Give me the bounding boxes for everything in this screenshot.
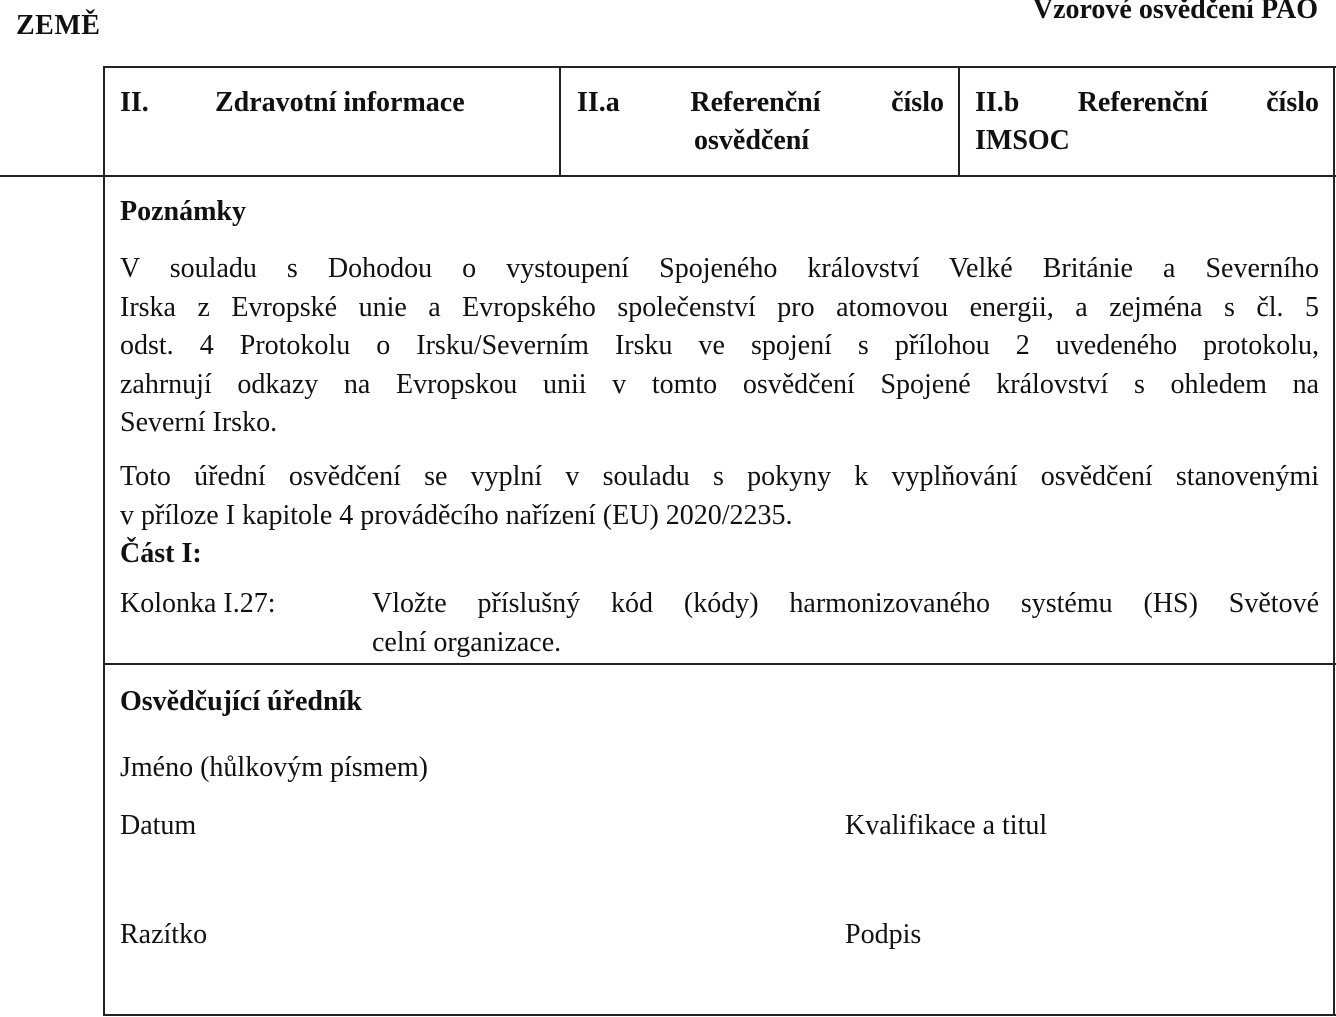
stamp-field-label: Razítko (120, 919, 208, 950)
section-number: II. (120, 87, 149, 118)
table-right-border (1333, 66, 1335, 1016)
ref-b-number: II.b (975, 87, 1020, 118)
date-field-label: Datum (120, 810, 197, 841)
paragraph-1-line: odst. 4 Protokolu o Irsku/Severním Irsku ve spojení s přílohou 2 uvedeného protokolu, (120, 330, 1319, 361)
table-bottom-border (103, 1014, 1336, 1016)
qualification-field-label: Kvalifikace a titul (845, 810, 1048, 841)
certificate-reference-header-cell (577, 84, 944, 160)
ref-b-line2: IMSOC (975, 125, 1070, 156)
notes-paragraph-1 (120, 250, 1319, 443)
section-title: Zdravotní informace (215, 87, 465, 118)
ref-b-word1: Referenční (1077, 87, 1208, 118)
box-instruction (372, 585, 1319, 662)
paragraph-1-line: V souladu s Dohodou o vystoupení Spojeného království Velké Británie a Severního (120, 253, 1319, 284)
ref-a-line2: osvědčení (694, 125, 810, 156)
header-divider-b (958, 66, 960, 177)
signature-field-label: Podpis (845, 919, 922, 950)
notes-bottom-border (103, 663, 1336, 665)
ref-a-word2: číslo (891, 87, 944, 118)
name-field-label: Jméno (hůlkovým písmem) (120, 752, 428, 783)
box-instruction-line: Vložte příslušný kód (kódy) harmonizovaného systému (HS) Světové (372, 588, 1319, 619)
model-certificate-title: Vzorové osvědčení PAO (1032, 0, 1318, 25)
paragraph-2-line: Toto úřední osvědčení se vyplní v souladu s pokyny k vyplňování osvědčení stanovenými (120, 461, 1319, 492)
ref-b-word2: číslo (1266, 87, 1319, 118)
imsoc-reference-header-cell (975, 84, 1319, 160)
box-instruction-last-line: celní organizace. (372, 626, 562, 658)
notes-title: Poznámky (120, 196, 246, 227)
country-label: ZEMĚ (16, 10, 101, 41)
table-left-border (103, 66, 105, 1016)
box-label: Kolonka I.27: (120, 588, 276, 619)
paragraph-1-line: zahrnují odkazy na Evropskou unii v tomto osvědčení Spojené království s ohledem na (120, 368, 1319, 400)
notes-paragraph-2 (120, 458, 1319, 535)
health-info-header-cell (120, 84, 540, 122)
header-row-bottom-border (0, 175, 1336, 177)
paragraph-1-last-line: Severní Irsko. (120, 407, 278, 438)
certifying-officer-title: Osvědčující úředník (120, 686, 362, 717)
ref-a-number: II.a (577, 87, 620, 118)
paragraph-1-line: Irska z Evropské unie a Evropského společenství pro atomovou energii, a zejména s čl. 5 (120, 291, 1319, 323)
paragraph-2-last-line: v příloze I kapitole 4 prováděcího nařízení (EU) 2020/2235. (120, 499, 793, 531)
header-divider-a (559, 66, 561, 177)
table-top-border (103, 66, 1336, 68)
part-one-title: Část I: (120, 538, 202, 569)
ref-a-word1: Referenční (690, 87, 821, 118)
